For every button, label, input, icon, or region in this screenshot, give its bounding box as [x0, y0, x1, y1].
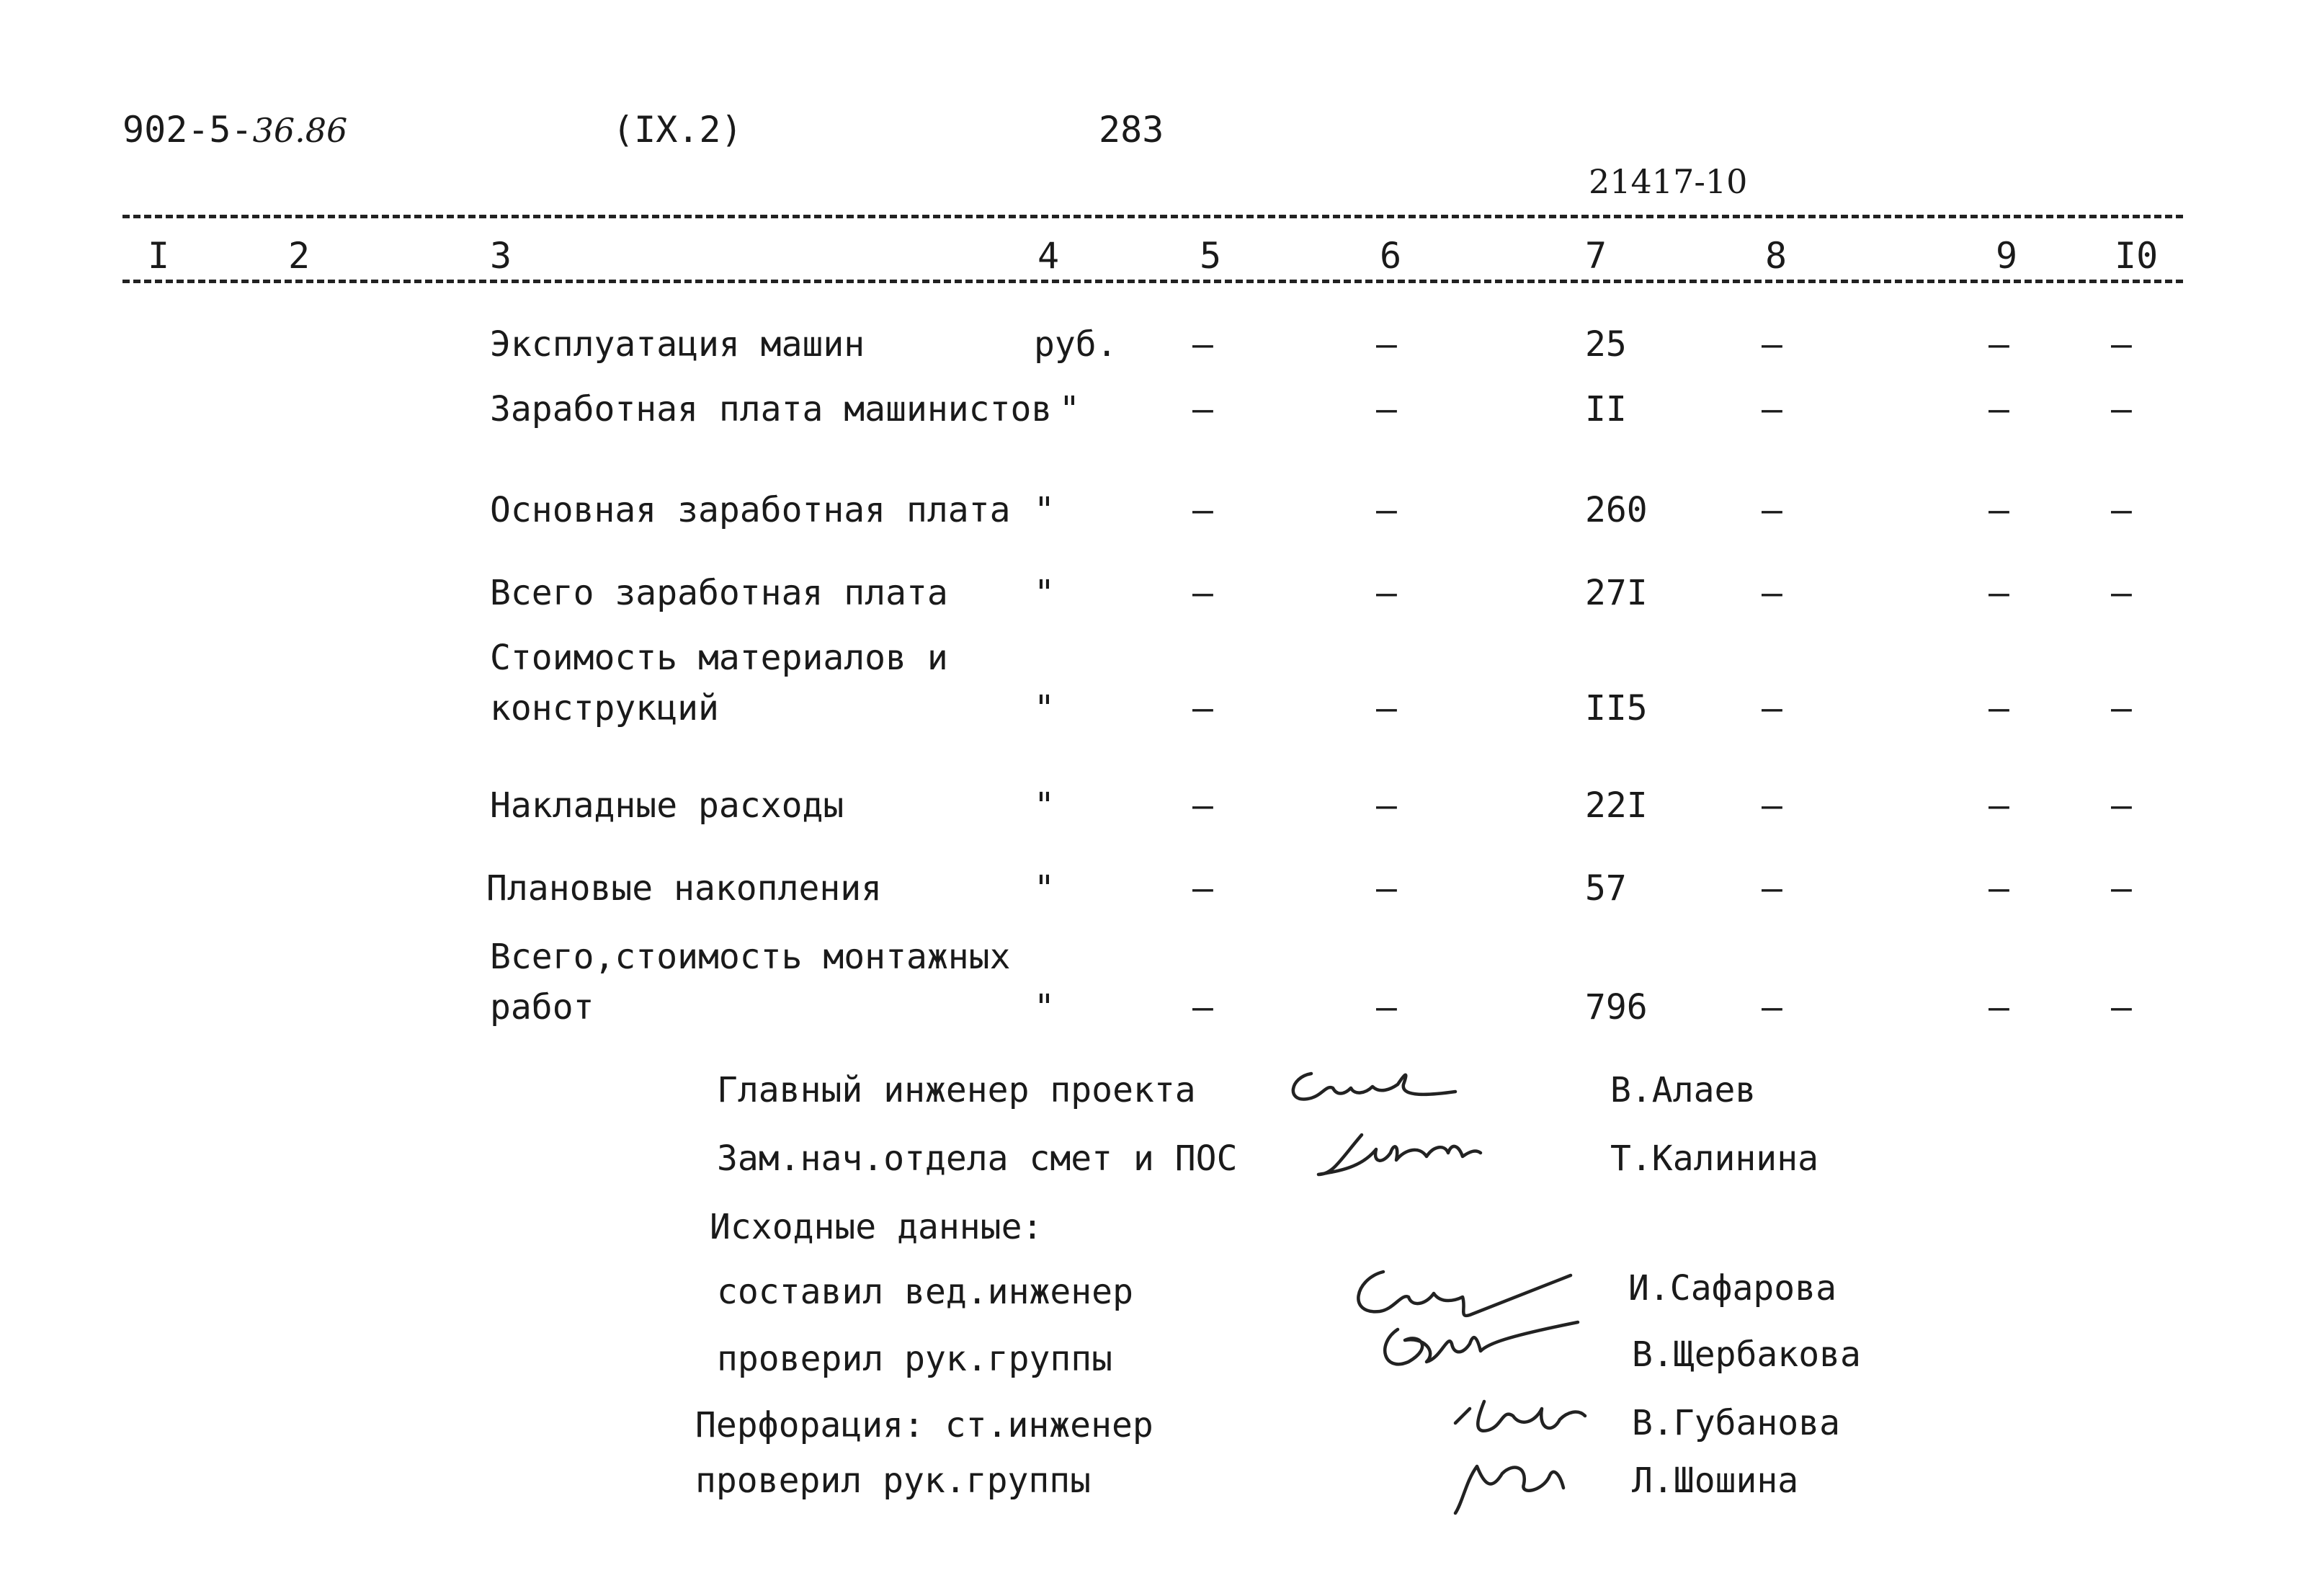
row-col8: – [1762, 490, 1782, 530]
row-col5: – [1192, 389, 1213, 429]
row-col6: – [1376, 324, 1397, 365]
column-number-3: 3 [490, 235, 512, 277]
signature-role: Перфорация: ст.инженер [695, 1405, 1153, 1445]
document-code [122, 108, 347, 151]
row-col7: 22I [1585, 785, 1648, 826]
signature-role: проверил рук.группы [717, 1339, 1113, 1379]
handwritten-signature-3 [1340, 1265, 1578, 1394]
header-bottom-dashed-line [122, 280, 2183, 283]
row-col6: – [1376, 389, 1397, 429]
page-number: 283 [1099, 109, 1164, 151]
row-label: Основная заработная плата [490, 490, 1011, 530]
column-number-6: 6 [1380, 235, 1402, 277]
row-col5: – [1192, 987, 1213, 1027]
row-label: Всего заработная плата [490, 573, 948, 613]
handwritten-signature-4 [1434, 1394, 1621, 1524]
signature-person: В.Алаев [1610, 1070, 1757, 1110]
signature-role: проверил рук.группы [695, 1461, 1092, 1501]
row-col8: – [1762, 688, 1782, 728]
row-unit: " [1034, 573, 1055, 613]
row-col7: 57 [1585, 868, 1627, 909]
signature-person: В.Губанова [1632, 1403, 1840, 1443]
row-col10: – [2111, 389, 2132, 429]
row-label-continued: работ [490, 987, 594, 1027]
row-col7: II5 [1585, 688, 1648, 728]
row-label-continued: конструкций [490, 688, 719, 728]
row-col5: – [1192, 868, 1213, 909]
row-col7: 27I [1585, 573, 1648, 613]
row-unit: руб. [1034, 324, 1117, 365]
signature-person: Л.Шошина [1632, 1461, 1799, 1501]
row-col10: – [2111, 785, 2132, 826]
row-col8: – [1762, 785, 1782, 826]
row-col10: – [2111, 688, 2132, 728]
signature-role: составил вед.инженер [717, 1272, 1133, 1312]
row-unit: " [1034, 987, 1055, 1027]
row-col10: – [2111, 490, 2132, 530]
row-col7: 260 [1585, 490, 1648, 530]
row-col6: – [1376, 573, 1397, 613]
handwritten-signature-2 [1318, 1117, 1506, 1196]
row-label: Всего,стоимость монтажных [490, 937, 1011, 977]
row-col9: – [1989, 573, 2009, 613]
row-col8: – [1762, 573, 1782, 613]
row-col9: – [1989, 688, 2009, 728]
signature-role: Зам.нач.отдела смет и ПОС [717, 1138, 1238, 1179]
row-unit: " [1034, 868, 1055, 909]
row-col8: – [1762, 987, 1782, 1027]
section-number: (IX.2) [612, 109, 743, 151]
row-label: Плановые накопления [486, 868, 883, 909]
row-col8: – [1762, 324, 1782, 365]
row-col9: – [1989, 987, 2009, 1027]
column-number-1: I [148, 235, 170, 277]
signature-person: Т.Калинина [1610, 1138, 1818, 1179]
row-col9: – [1989, 324, 2009, 365]
row-unit: " [1034, 490, 1055, 530]
row-col6: – [1376, 785, 1397, 826]
row-col8: – [1762, 389, 1782, 429]
row-col6: – [1376, 868, 1397, 909]
row-label: Заработная плата машинистов [490, 389, 1053, 429]
handwritten-reference: 21417-10 [1589, 162, 1748, 201]
row-col6: – [1376, 490, 1397, 530]
row-col6: – [1376, 688, 1397, 728]
row-col9: – [1989, 389, 2009, 429]
row-col5: – [1192, 324, 1213, 365]
column-number-2: 2 [288, 235, 311, 277]
row-col7: 25 [1585, 324, 1627, 365]
row-unit: " [1034, 688, 1055, 728]
header-top-dashed-line [122, 215, 2183, 218]
row-col5: – [1192, 573, 1213, 613]
row-col5: – [1192, 785, 1213, 826]
row-col5: – [1192, 490, 1213, 530]
row-unit: " [1059, 389, 1080, 429]
handwritten-signature-1 [1282, 1052, 1470, 1124]
row-col9: – [1989, 868, 2009, 909]
row-col7: 796 [1585, 987, 1648, 1027]
signature-person: И.Сафарова [1628, 1268, 1836, 1309]
row-col10: – [2111, 868, 2132, 909]
column-number-7: 7 [1585, 235, 1607, 277]
row-col10: – [2111, 987, 2132, 1027]
document-code-typed: 902-5- [122, 109, 253, 151]
column-number-4: 4 [1037, 235, 1060, 277]
row-col9: – [1989, 490, 2009, 530]
row-col6: – [1376, 987, 1397, 1027]
row-label: Эксплуатация машин [490, 324, 865, 365]
row-col10: – [2111, 324, 2132, 365]
signature-person: В.Щербакова [1632, 1334, 1861, 1375]
row-col9: – [1989, 785, 2009, 826]
document-code-handwritten: 36.86 [252, 111, 348, 150]
signature-role: Главный инженер проекта [717, 1070, 1196, 1110]
column-number-10: I0 [2115, 235, 2159, 277]
row-col8: – [1762, 868, 1782, 909]
column-number-9: 9 [1996, 235, 2018, 277]
row-label: Накладные расходы [490, 785, 844, 826]
column-number-8: 8 [1765, 235, 1787, 277]
row-label: Стоимость материалов и [490, 638, 948, 678]
signature-section-heading: Исходные данные: [710, 1207, 1043, 1247]
row-col7: II [1585, 389, 1627, 429]
row-col10: – [2111, 573, 2132, 613]
column-number-5: 5 [1200, 235, 1222, 277]
row-unit: " [1034, 785, 1055, 826]
row-col5: – [1192, 688, 1213, 728]
